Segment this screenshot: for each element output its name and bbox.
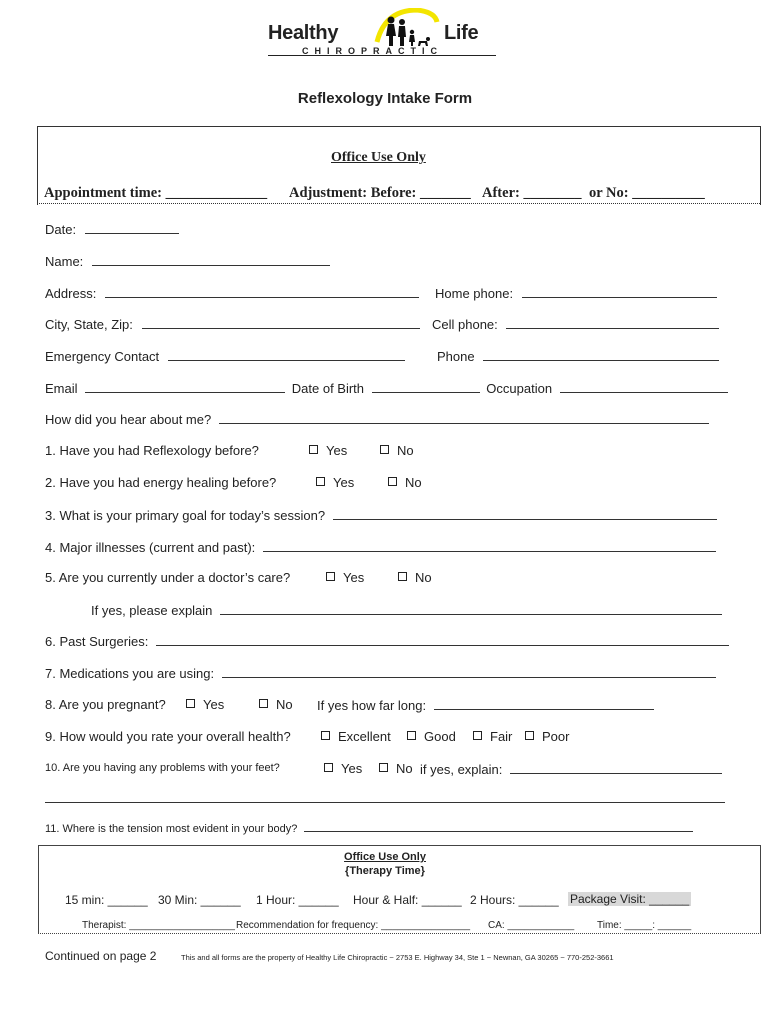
q10-label: 10. Are you having any problems with your feet? — [45, 762, 280, 774]
q7-label: 7. Medications you are using: — [45, 666, 215, 681]
q1-no-option[interactable]: No — [380, 443, 414, 458]
logo-text-healthy: Healthy — [268, 22, 339, 44]
therapy-time-subheading: {Therapy Time} — [345, 865, 425, 877]
name-row — [45, 253, 330, 269]
q10-explain-input[interactable] — [510, 761, 722, 774]
checkbox-icon[interactable] — [407, 731, 416, 740]
q10-extra-line[interactable] — [45, 802, 725, 803]
adjustment-no-field[interactable]: or No: __________ — [589, 185, 705, 201]
home-phone-row — [435, 285, 717, 301]
adjustment-after-field[interactable]: After: ________ — [482, 185, 582, 201]
q4-label: 4. Major illnesses (current and past): — [45, 540, 256, 555]
emergency-row — [45, 348, 405, 364]
q5-no-option[interactable]: No — [398, 570, 432, 585]
checkbox-icon[interactable] — [309, 445, 318, 454]
phone-row — [437, 348, 719, 364]
address-input[interactable] — [105, 285, 419, 298]
email-label: Email — [45, 381, 78, 396]
home-phone-label: Home phone: — [435, 286, 514, 301]
checkbox-icon[interactable] — [324, 763, 333, 772]
ca-field[interactable]: CA: ____________ — [488, 920, 575, 931]
checkbox-icon[interactable] — [186, 699, 195, 708]
appointment-time-field[interactable]: Appointment time: ______________ — [44, 185, 268, 201]
q4-input[interactable] — [263, 539, 716, 552]
therapy-90-field[interactable]: Hour & Half: ______ — [353, 893, 462, 907]
q9-label: 9. How would you rate your overall health? — [45, 729, 291, 744]
city-input[interactable] — [142, 316, 420, 329]
address-row — [45, 285, 419, 301]
q5-yes-option[interactable]: Yes — [326, 570, 364, 585]
email-row — [45, 380, 728, 396]
q7-input[interactable] — [222, 665, 716, 678]
hear-input[interactable] — [219, 411, 709, 424]
q8-no-option[interactable]: No — [259, 697, 293, 712]
logo — [268, 8, 498, 64]
hear-label: How did you hear about me? — [45, 412, 212, 427]
office-use-bottom-heading: Office Use Only — [344, 851, 426, 863]
therapy-15-field[interactable]: 15 min: ______ — [65, 893, 148, 907]
time-field[interactable]: Time: _____: ______ — [597, 920, 692, 931]
q5-explain-input[interactable] — [220, 602, 722, 615]
checkbox-icon[interactable] — [380, 445, 389, 454]
q2-no-option[interactable]: No — [388, 475, 422, 490]
name-input[interactable] — [92, 253, 330, 266]
address-label: Address: — [45, 286, 97, 301]
checkbox-icon[interactable] — [398, 572, 407, 581]
phone-label: Phone — [437, 349, 475, 364]
q11-row — [45, 820, 693, 835]
checkbox-icon[interactable] — [321, 731, 330, 740]
q6-input[interactable] — [156, 633, 729, 646]
q3-row — [45, 507, 717, 523]
emergency-input[interactable] — [168, 348, 405, 361]
package-visit-field[interactable]: Package Visit: ______ — [570, 892, 690, 906]
q9-poor-option[interactable]: Poor — [525, 729, 569, 744]
q11-label: 11. Where is the tension most evident in your body? — [45, 823, 298, 835]
q10-explain-label: if yes, explain: — [420, 762, 503, 777]
q6-label: 6. Past Surgeries: — [45, 634, 149, 649]
phone-input[interactable] — [483, 348, 719, 361]
therapy-60-field[interactable]: 1 Hour: ______ — [256, 893, 339, 907]
q2-yes-option[interactable]: Yes — [316, 475, 354, 490]
office-use-box-divider — [37, 203, 760, 204]
logo-subtitle: CHIROPRACTIC — [302, 46, 443, 56]
email-input[interactable] — [85, 380, 285, 393]
property-note: This and all forms are the property of Healthy Life Chiropractic ~ 2753 E. Highway 34, Ste 1 ~ Newnan, GA 30265 ~ 770-252-3661 — [181, 953, 614, 962]
checkbox-icon[interactable] — [326, 572, 335, 581]
q4-row — [45, 539, 716, 555]
q1-label: 1. Have you had Reflexology before? — [45, 443, 259, 458]
q10-yes-option[interactable]: Yes — [324, 761, 362, 776]
date-row — [45, 221, 179, 237]
occupation-label: Occupation — [486, 381, 553, 396]
q2-label: 2. Have you had energy healing before? — [45, 475, 277, 490]
q7-row — [45, 665, 716, 681]
q5-label: 5. Are you currently under a doctor’s care? — [45, 570, 291, 585]
q8-yes-option[interactable]: Yes — [186, 697, 224, 712]
q5-explain-label: If yes, please explain — [91, 603, 213, 618]
q9-excellent-option[interactable]: Excellent — [321, 729, 391, 744]
q9-fair-option[interactable]: Fair — [473, 729, 512, 744]
checkbox-icon[interactable] — [379, 763, 388, 772]
recommendation-field[interactable]: Recommendation for frequency: ________________ — [236, 920, 471, 931]
q1-yes-option[interactable]: Yes — [309, 443, 347, 458]
date-input[interactable] — [85, 221, 179, 234]
home-phone-input[interactable] — [522, 285, 717, 298]
q9-good-option[interactable]: Good — [407, 729, 456, 744]
hear-row — [45, 411, 709, 427]
emergency-label: Emergency Contact — [45, 349, 160, 364]
form-title: Reflexology Intake Form — [297, 90, 473, 107]
date-label: Date: — [45, 222, 77, 237]
cell-phone-input[interactable] — [506, 316, 719, 329]
therapy-120-field[interactable]: 2 Hours: ______ — [470, 893, 559, 907]
cell-phone-label: Cell phone: — [432, 317, 498, 332]
q8-label: 8. Are you pregnant? — [45, 697, 166, 712]
q3-input[interactable] — [333, 507, 717, 520]
q8-far-row — [317, 697, 654, 713]
therapist-field[interactable]: Therapist: ___________________ — [82, 920, 235, 931]
q3-label: 3. What is your primary goal for today’s session? — [45, 508, 326, 523]
name-label: Name: — [45, 254, 84, 269]
adjustment-before-field[interactable]: Adjustment: Before: _______ — [289, 185, 471, 201]
q11-input[interactable] — [304, 821, 693, 832]
continued-note: Continued on page 2 — [45, 949, 157, 963]
q8-far-input[interactable] — [434, 697, 654, 710]
dob-input[interactable] — [372, 380, 480, 393]
logo-text-life: Life — [444, 22, 479, 44]
dob-label: Date of Birth — [291, 381, 365, 396]
checkbox-icon[interactable] — [388, 477, 397, 486]
checkbox-icon[interactable] — [525, 731, 534, 740]
checkbox-icon[interactable] — [259, 699, 268, 708]
q6-row — [45, 633, 729, 649]
occupation-input[interactable] — [560, 380, 728, 393]
city-row — [45, 316, 420, 332]
q10-explain-row — [420, 761, 722, 777]
cell-phone-row — [432, 316, 719, 332]
checkbox-icon[interactable] — [316, 477, 325, 486]
office-use-heading: Office Use Only — [331, 150, 426, 165]
city-label: City, State, Zip: — [45, 317, 133, 332]
checkbox-icon[interactable] — [473, 731, 482, 740]
therapy-30-field[interactable]: 30 Min: ______ — [158, 893, 241, 907]
q5-explain-row — [91, 602, 722, 618]
q8-far-label: If yes how far long: — [317, 698, 427, 713]
q10-no-option[interactable]: No — [379, 761, 413, 776]
